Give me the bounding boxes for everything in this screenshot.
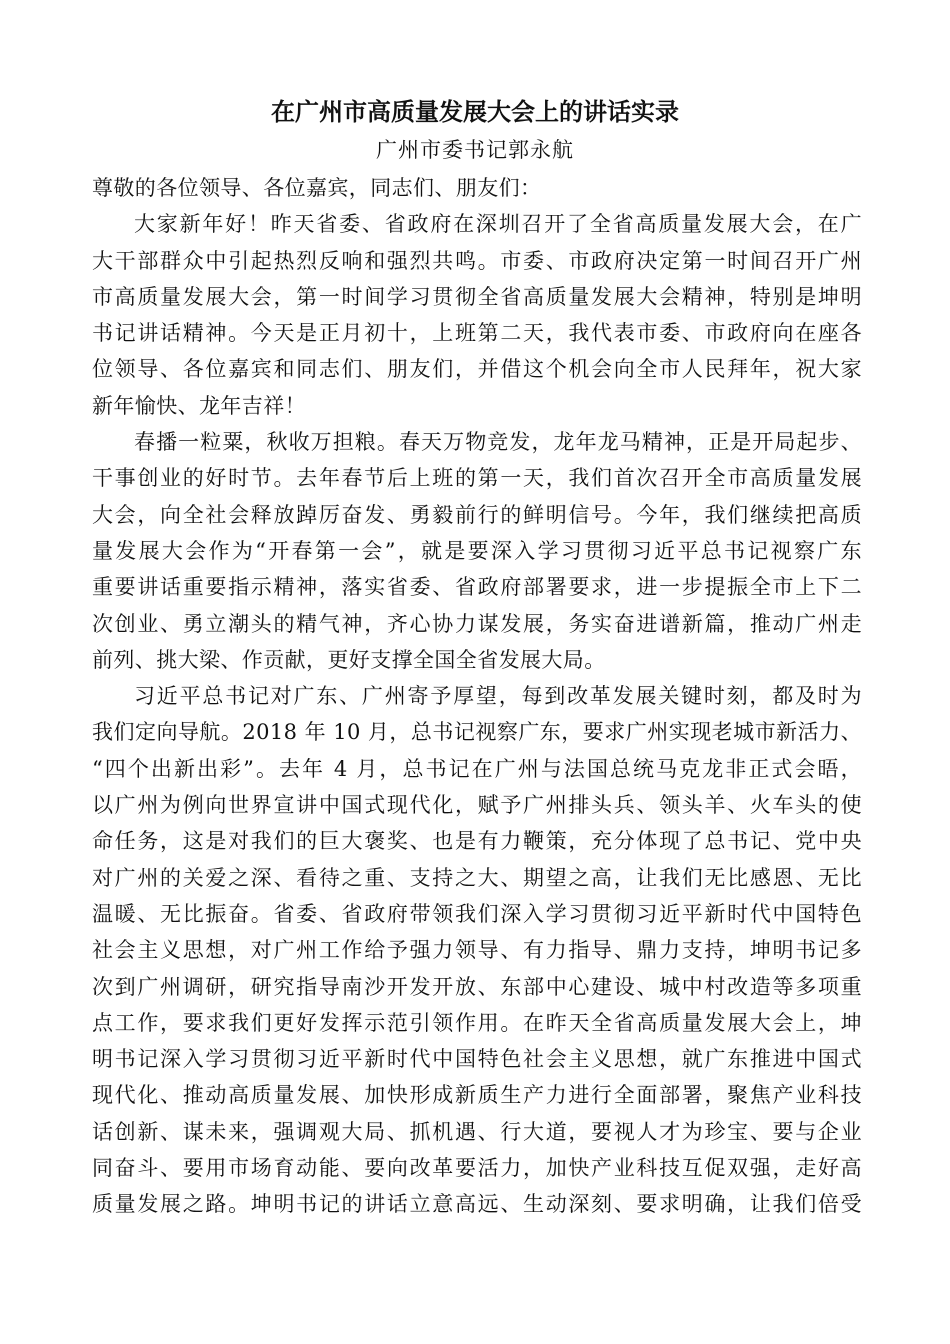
text-line: 春播一粒粟，秋收万担粮。春天万物竞发，龙年龙马精神，正是开局起步、 — [134, 430, 862, 455]
text-line: 对广州的关爱之深、看待之重、支持之大、期望之高，让我们无比感恩、无比 — [92, 865, 862, 890]
text-line: “四个出新出彩”。去年 4 月，总书记在广州与法国总统马克龙非正式会晤， — [92, 756, 862, 781]
text-line: 大家新年好！昨天省委、省政府在深圳召开了全省高质量发展大会，在广 — [134, 212, 862, 237]
text-line: 现代化、推动高质量发展、加快形成新质生产力进行全面部署，聚焦产业科技 — [92, 1083, 862, 1108]
text-line: 大干部群众中引起热烈反响和强烈共鸣。市委、市政府决定第一时间召开广州 — [92, 248, 862, 273]
text-line: 点工作，要求我们更好发挥示范引领作用。在昨天全省高质量发展大会上，坤 — [92, 1010, 862, 1035]
text-line: 社会主义思想，对广州工作给予强力领导、有力指导、鼎力支持，坤明书记多 — [92, 938, 862, 963]
text-line: 同奋斗、要用市场育动能、要向改革要活力，加快产业科技互促双强，走好高 — [92, 1156, 862, 1181]
text-line: 位领导、各位嘉宾和同志们、朋友们，并借这个机会向全市人民拜年，祝大家 — [92, 357, 862, 382]
text-line: 以广州为例向世界宣讲中国式现代化，赋予广州排头兵、领头羊、火车头的使 — [92, 793, 862, 818]
text-line: 明书记深入学习贯彻习近平新时代中国特色社会主义思想，就广东推进中国式 — [92, 1047, 862, 1072]
text-line: 尊敬的各位领导、各位嘉宾，同志们、朋友们： — [92, 176, 542, 200]
text-line: 话创新、谋未来，强调观大局、抓机遇、行大道，要视人才为珍宝、要与企业 — [92, 1119, 862, 1144]
text-line: 量发展大会作为“开春第一会”，就是要深入学习贯彻习近平总书记视察广东 — [92, 538, 862, 563]
document-title: 在广州市高质量发展大会上的讲话实录 — [271, 97, 679, 126]
text-line: 质量发展之路。坤明书记的讲话立意高远、生动深刻、要求明确，让我们倍受 — [92, 1192, 862, 1217]
text-line: 大会，向全社会释放踔厉奋发、勇毅前行的鲜明信号。今年，我们继续把高质 — [92, 502, 862, 527]
text-line: 次到广州调研，研究指导南沙开发开放、东部中心建设、城中村改造等多项重 — [92, 974, 862, 999]
text-line: 前列、挑大梁、作贡献，更好支撑全国全省发展大局。 — [92, 647, 606, 672]
text-line: 干事创业的好时节。去年春节后上班的第一天，我们首次召开全市高质量发展 — [92, 466, 862, 491]
text-line: 新年愉快、龙年吉祥！ — [92, 393, 306, 418]
text-line: 习近平总书记对广东、广州寄予厚望，每到改革发展关键时刻，都及时为 — [134, 684, 862, 709]
text-line: 重要讲话重要指示精神，落实省委、省政府部署要求，进一步提振全市上下二 — [92, 575, 862, 600]
text-line: 市高质量发展大会，第一时间学习贯彻全省高质量发展大会精神，特别是坤明 — [92, 284, 862, 309]
document-body — [92, 170, 862, 1223]
text-line: 温暖、无比振奋。省委、省政府带领我们深入学习贯彻习近平新时代中国特色 — [92, 901, 862, 926]
text-line: 次创业、勇立潮头的精气神，齐心协力谋发展，务实奋进谱新篇，推动广州走 — [92, 611, 862, 636]
text-line: 我们定向导航。2018 年 10 月，总书记视察广东，要求广州实现老城市新活力、 — [92, 720, 862, 745]
text-line: 书记讲话精神。今天是正月初十，上班第二天，我代表市委、市政府向在座各 — [92, 321, 862, 346]
document-subtitle: 广州市委书记郭永航 — [376, 138, 574, 162]
text-line: 命任务，这是对我们的巨大褒奖、也是有力鞭策，充分体现了总书记、党中央 — [92, 829, 862, 854]
